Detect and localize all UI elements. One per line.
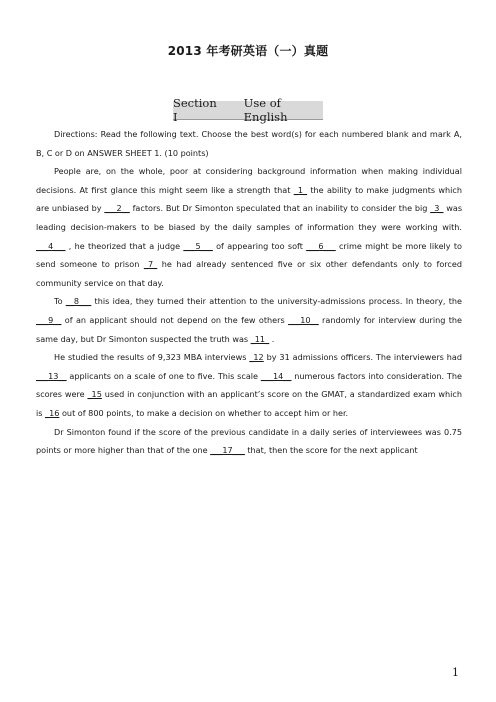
blank-5: ___5___ <box>183 240 213 251</box>
section-heading <box>173 96 323 124</box>
blank-7: _7_ <box>143 259 158 270</box>
blank-3: _3_ <box>430 203 444 214</box>
passage-text: used in conjunction with an applicant’s score on the GMAT, a standardized exam which is <box>36 389 463 418</box>
passage-text: To <box>54 296 63 307</box>
directions-paragraph: Directions: Read the following text. Choose the best word(s) for each numbered blank and mark A, B, C or D on ANSWER SHEET 1. (10 points) <box>36 129 462 158</box>
cloze-paragraph-2 <box>36 292 462 348</box>
passage-text: applicants on a scale of one to five. This scale <box>69 370 259 381</box>
passage-text: of appearing too soft <box>216 240 303 251</box>
section-number: Section I <box>173 96 217 124</box>
document-title: 2013 年考研英语（一）真题 <box>167 44 329 58</box>
blank-4: _15 <box>87 389 102 400</box>
passage-text: factors. But Dr Simonton speculated that an inability to consider the big <box>132 203 428 214</box>
passage-text: this idea, they turned their attention to the university-admissions process. In theory, the <box>94 296 463 307</box>
passage-text: He studied the results of 9,323 MBA interviews <box>54 352 247 363</box>
section-name: Use of English <box>243 96 288 124</box>
passage-text: Dr Simonton found if the score of the previous candidate in a daily series of interviewees was 0.75 points or more higher than that of the one <box>36 426 462 456</box>
passage-text: was leading decision-makers to be biased by the daily samples of information they were working with. <box>36 203 463 232</box>
passage-text: he had already sentenced five or six other defendants only to forced community service on that day. <box>36 259 462 288</box>
blank-3: ___10__ <box>288 314 319 325</box>
blank-2: ___2__ <box>104 203 130 214</box>
passage-text: , he theorized that a judge <box>68 240 181 251</box>
blank-5: _16 <box>45 407 60 418</box>
passage-text: People are, on the whole, poor at considering background information when making individual decisions. At first glance this might seem like a strength that <box>36 166 462 195</box>
passage-text: . <box>271 333 275 344</box>
passage-text: the ability to make judgments which are unbiased by <box>36 184 463 214</box>
blank-4: ___4___ <box>36 240 66 251</box>
blank-1: ___17___ <box>210 445 245 456</box>
blank-4: _11_ <box>250 333 270 344</box>
cloze-paragraph-4 <box>36 423 462 460</box>
passage-text: numerous factors into consideration. The scores were <box>36 370 462 400</box>
passage-text: crime might be more likely to send someone to prison <box>36 240 463 270</box>
cloze-paragraph-3 <box>36 348 462 422</box>
passage-text: by 31 admissions officers. The interviewers had <box>266 352 462 363</box>
passage-text: of an applicant should not depend on the few others <box>64 314 285 325</box>
blank-1: _12 <box>249 352 264 363</box>
body-text <box>36 125 462 460</box>
blank-6: ___6___ <box>306 240 336 251</box>
passage-text: that, then the score for the next applicant <box>247 445 418 456</box>
blank-2: ___9__ <box>36 314 62 325</box>
blank-3: ___14__ <box>260 370 292 381</box>
passage-text: randomly for interview during the same day, but Dr Simonton suspected the truth was <box>36 314 463 344</box>
cloze-paragraph-1 <box>36 162 462 292</box>
blank-1: _1_ <box>293 184 308 195</box>
blank-2: ___13__ <box>36 370 67 381</box>
blank-1: __8___ <box>65 296 92 307</box>
passage-text: out of 800 points, to make a decision on whether to accept him or her. <box>61 407 349 418</box>
page-number: 1 <box>452 666 459 679</box>
